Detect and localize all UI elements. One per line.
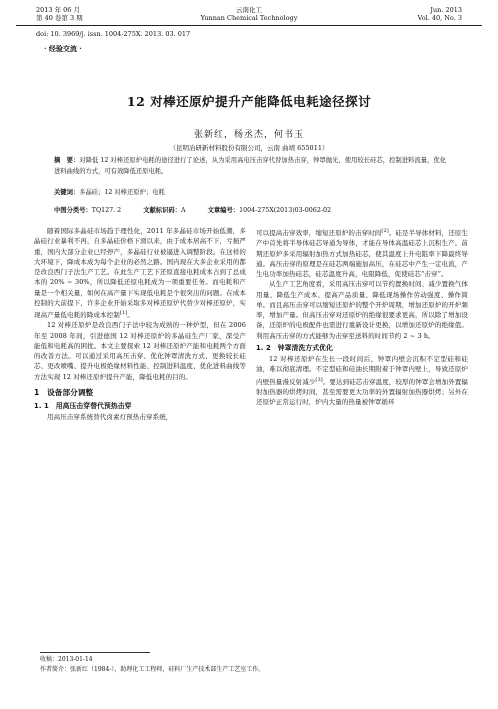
subsection-heading-1-2: 1. 2 钟罩清洗方式优化 <box>256 343 333 352</box>
authors: 张新红，杨丞杰，何书玉 <box>193 130 304 140</box>
paragraph-text: 12 对棒还原炉在生长一段时间后，钟罩内壁会沉积不定型硅和硅油，难以彻底清理。不定型硅和硅油长期附着于钟罩内壁上，导致还原炉内壁热量漫反射减少 <box>256 355 468 386</box>
affiliation: （昆明冶研新材料股份有限公司，云南 曲靖 655011） <box>169 144 329 152</box>
article-title: 12 对棒还原炉提升产能降低电耗途径探讨 <box>126 94 372 109</box>
paragraph-text: 。 <box>127 311 134 320</box>
abstract-label: 摘 要： <box>54 157 80 164</box>
paragraph-text: 。要达到硅芯击穿温度，较厚的钟罩会增加外置辐射加热器的烘烤时间，甚至需要更大功率的外置辐射加热器烘烤；另外在还原炉正常运行时，炉内大量的热量被钟罩循环 <box>256 377 468 407</box>
paragraph <box>34 226 246 320</box>
article-id-label: 文章编号： <box>207 207 240 214</box>
left-column <box>34 226 246 423</box>
clc-label: 中图分类号： <box>54 207 92 214</box>
paragraph: 从生产工艺角度看，采用高压击穿可以节约置换时间、减少置换气体用量、降低生产成本、提高产品质量、降低现场操作劳动强度、操作简单。而且高压击穿可以缩短还原炉的整个开炉周期，增加还原炉的开炉频率，增加产量。但高压击穿对还原炉的绝缘很要求更高，所以除了增加设备，还原炉的电极配件也需进行重新设计更换，以增加还原炉的绝缘值。利用高压击穿的方式能够为击穿至送料的时间节约 2 ~ 3 h。 <box>256 280 468 340</box>
paragraph <box>256 226 468 279</box>
doi: doi: 10. 3969/j. issn. 1004-275X. 2013. 03. 017 <box>36 30 191 38</box>
paragraph-text: 。硅是半导体材料，还原生产中首先将半导体硅芯导通为导体，才能在导体高温硅芯上沉积生产。前期还原炉多采用辐射加热方式加热硅芯，使其温度上升电阻率下降最终导通。高压击穿的原理是在硅芯两端施加高压，在硅芯中产生一定电流，产生电功率加热硅芯，硅芯温度升高，电阻降低，促使硅芯“击穿”。 <box>256 229 468 279</box>
footnote-rule <box>40 652 150 653</box>
keywords-label: 关键词： <box>54 189 80 196</box>
received-date: 收稿：2013-01-14 <box>40 656 93 663</box>
doc-code-label: 文献标识码： <box>143 207 181 214</box>
issue-date: 2013 年 06 月 <box>36 6 81 14</box>
section-heading-1: 1 设备部分调整 <box>34 387 94 397</box>
subsection-heading-1-1: 1. 1 用高压击穿替代预热击穿 <box>34 402 132 411</box>
citation: [3] <box>315 376 323 383</box>
paragraph: 用高压击穿系统替代卤素灯预热击穿系统， <box>47 413 173 422</box>
doc-code-value: A <box>180 207 186 214</box>
paragraph-text: 随着国际多晶硅市场趋于理性化，2011 年多晶硅市场开始低潮，多晶硅行业暴利不再，自多晶硅价格下滑以来，由于成本居高不下，亏损严重，国内大部分企业已经停产，多晶硅行业被逼进入调整阶段。在这样的大环境下，降成本成为每个企业的必然之路。国内现在大多企业采用的都是改良西门子法生产工艺。在此生产工艺下还原直接电耗成本占到了总成本的 20% ~ 30%，所以降低还原电耗成为一项重要任务。而电耗和产量是一个相关量，如何在高产量下实现低电耗是个很突出的问题。在成本控制的大前提下，许多企业开始采取多对棒还原炉代替少对棒还原炉，实现高产量低电耗的降成本控制 <box>34 227 246 320</box>
journal-name: 云南化工 <box>236 6 262 14</box>
header-rule <box>16 25 482 26</box>
keywords <box>54 188 446 199</box>
journal-name-english: Yunnan Chemical Technology <box>200 14 298 22</box>
paragraph-text: 可以提高击穿效率，缩短还原炉的击穿时间 <box>256 229 382 238</box>
author-bio: 作者简介：张新红（1984-），助理化工工程师，硅料厂生产技术部生产工艺室工作。 <box>40 666 265 673</box>
paragraph <box>256 354 468 407</box>
abstract <box>54 156 446 177</box>
section-tag: · 经验交流 · <box>44 44 82 53</box>
footnote <box>40 655 480 675</box>
issue-volume: 第 40 卷第 3 期 <box>36 14 83 22</box>
abstract-text: 对降低 12 对棒还原炉电耗的途径进行了论述，从为采用高电压击穿代替加热击穿，钟罩抛光，使用较长硅芯，控制进料流量，优化进料曲线的方式，可有效降低还原电耗。 <box>54 157 446 175</box>
citation: [1] <box>119 310 128 316</box>
paragraph: 12 对棒还原炉是改良西门子法中较为成熟的一种炉型，但在 2006 年至 2008 年间，引进德国 12 对棒还原炉的多晶硅生产厂家，深受产能低和电耗高的困扰。本文主要探索 12 对棒还原炉产能和电耗两个方面的改善方法。可以通过采用高压击穿、优化钟罩清洗方式、更换较长硅芯、更改喷嘴、提升电极绝缘材料性能、控制进料温度、优化进料曲线等方法实现 12 对棒还原炉提升产能，降低电耗的目的。 <box>34 321 246 381</box>
keywords-text: 多晶硅；12 对棒还原炉；电耗 <box>79 189 165 196</box>
issue-volume-english: Vol. 40, No. 3 <box>417 14 462 22</box>
citation: [2] <box>381 228 389 234</box>
right-column <box>256 226 468 408</box>
article-id-value: 1004-275X(2013)03-0062-02 <box>239 207 331 214</box>
clc-value: TQ127. 2 <box>91 207 122 214</box>
classification-row <box>54 205 331 214</box>
issue-date-english: Jun. 2013 <box>430 6 462 14</box>
